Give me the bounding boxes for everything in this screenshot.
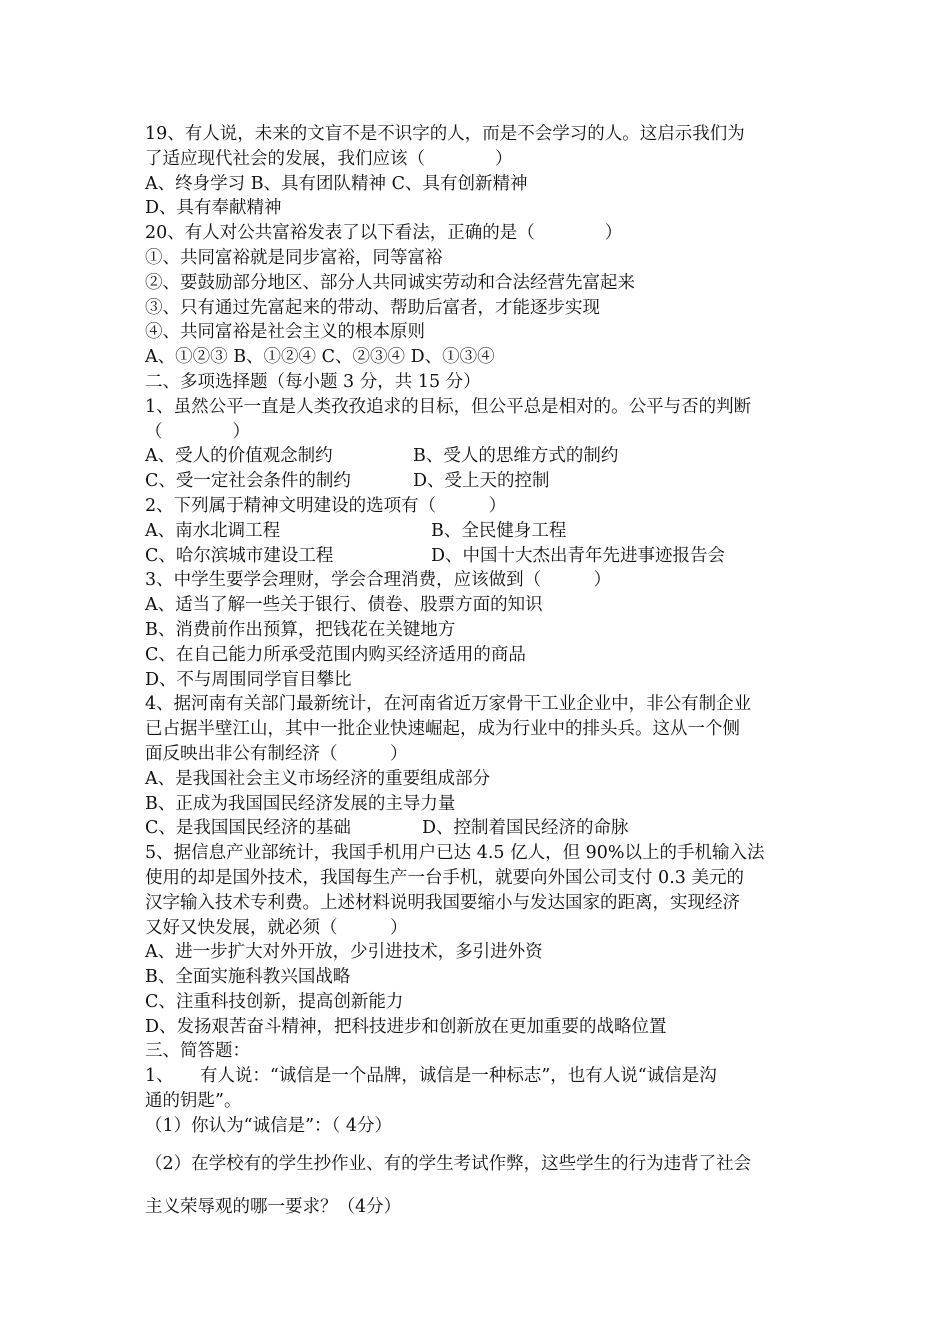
s2-q5-stem-line1: 5、据信息产业部统计，我国手机用户已达 4.5 亿人，但 90%以上的手机输入法 <box>145 843 765 864</box>
s3-q1-sub1: （1）你认为“诚信是”：（ 4分） <box>145 1115 392 1136</box>
s2-q5-stem-line3: 汉字输入技术专利费。上述材料说明我国要缩小与发达国家的距离，实现经济 <box>145 892 740 913</box>
s2-q5-option-a: A、进一步扩大对外开放，少引进技术，多引进外资 <box>145 942 543 963</box>
exam-page <box>145 122 820 1220</box>
s2-q5-option-b: B、全面实施科教兴国战略 <box>145 967 351 988</box>
s2-q2-option-c: C、哈尔滨城市建设工程 <box>145 545 334 566</box>
s2-q4-option-b: B、正成为我国国民经济发展的主导力量 <box>145 793 456 814</box>
q19-options-line1: A、终身学习 B、具有团队精神 C、具有创新精神 <box>145 173 528 194</box>
s2-q4-stem-line1: 4、据河南有关部门最新统计，在河南省近万家骨干工业企业中，非公有制企业 <box>145 694 752 715</box>
s2-q3-option-c: C、在自己能力所承受范围内购买经济适用的商品 <box>145 644 526 665</box>
s2-q1-stem-line2: （ ） <box>145 421 250 442</box>
s2-q1-option-d: D、受上天的控制 <box>413 471 550 492</box>
s2-q2-option-a: A、南水北调工程 <box>145 520 281 541</box>
q19-options-line2: D、具有奉献精神 <box>145 198 282 219</box>
q20-stem: 20、有人对公共富裕发表了以下看法，正确的是（ ） <box>145 223 623 244</box>
s2-q3-option-a: A、适当了解一些关于银行、债卷、股票方面的知识 <box>145 595 543 616</box>
s2-q4-stem-line3: 面反映出非公有制经济（ ） <box>145 743 408 764</box>
s2-q4-stem-line2: 已占据半壁江山，其中一批企业快速崛起，成为行业中的排头兵。这从一个侧 <box>145 719 740 740</box>
s2-q1-stem-line1: 1、虽然公平一直是人类孜孜追求的目标，但公平总是相对的。公平与否的判断 <box>145 396 752 417</box>
s2-q1-options-row1 <box>145 444 820 469</box>
s3-q1-sub2-line2: 主义荣辱观的哪一要求？（4分） <box>145 1197 402 1218</box>
s2-q2-option-b: B、全民健身工程 <box>431 520 567 541</box>
s2-q5-option-d: D、发扬艰苦奋斗精神，把科技进步和创新放在更加重要的战略位置 <box>145 1016 667 1037</box>
s2-q1-option-b: B、受人的思维方式的制约 <box>413 446 619 467</box>
s3-q1-stem-line2: 通的钥匙”。 <box>145 1091 242 1112</box>
s2-q4-option-d: D、控制着国民经济的命脉 <box>422 818 629 839</box>
q20-item-4: ④、共同富裕是社会主义的根本原则 <box>145 322 425 343</box>
q20-item-3: ③、只有通过先富起来的带动、帮助后富者，才能逐步实现 <box>145 297 600 318</box>
s2-q2-options-row2 <box>145 544 820 569</box>
s2-q2-stem: 2、下列属于精神文明建设的选项有（ ） <box>145 495 507 516</box>
q20-item-2: ②、要鼓励部分地区、部分人共同诚实劳动和合法经营先富起来 <box>145 272 635 293</box>
s2-q3-option-b: B、消费前作出预算，把钱花在关键地方 <box>145 619 456 640</box>
s2-q5-stem-line2: 使用的却是国外技术，我国每生产一台手机，就要向外国公司支付 0.3 美元的 <box>145 867 744 888</box>
q20-options: A、①②③ B、①②④ C、②③④ D、①③④ <box>145 347 495 368</box>
s2-q2-options-row1 <box>145 519 820 544</box>
s2-q1-option-c: C、受一定社会条件的制约 <box>145 471 351 492</box>
s2-q4-option-a: A、是我国社会主义市场经济的重要组成部分 <box>145 768 491 789</box>
section3-heading: 三、简答题： <box>145 1041 250 1062</box>
s2-q5-stem-line4: 又好又快发展，就必须（ ） <box>145 917 408 938</box>
q20-item-1: ①、共同富裕就是同步富裕，同等富裕 <box>145 247 443 268</box>
section2-heading: 二、多项选择题（每小题 3 分，共 15 分） <box>145 371 481 392</box>
s2-q2-option-d: D、中国十大杰出青年先进事迹报告会 <box>431 545 726 566</box>
q19-stem-line2: 了适应现代社会的发展，我们应该（ ） <box>145 148 513 169</box>
s2-q4-options-row <box>145 816 820 841</box>
s2-q4-option-c: C、是我国国民经济的基础 <box>145 818 351 839</box>
s2-q5-option-c: C、注重科技创新，提高创新能力 <box>145 991 404 1012</box>
s2-q1-option-a: A、受人的价值观念制约 <box>145 446 333 467</box>
s2-q1-options-row2 <box>145 469 820 494</box>
s2-q3-stem: 3、中学生要学会理财，学会合理消费，应该做到（ ） <box>145 570 612 591</box>
q19-stem-line1: 19、有人说，未来的文盲不是不识字的人，而是不会学习的人。这启示我们为 <box>145 124 745 144</box>
s3-q1-sub2-line1: （2）在学校有的学生抄作业、有的学生考试作弊，这些学生的行为违背了社会 <box>145 1153 752 1174</box>
s2-q3-option-d: D、不与周围同学盲目攀比 <box>145 669 352 690</box>
s3-q1-stem-line1: 1、 有人说：“诚信是一个品牌，诚信是一种标志”，也有人说“诚信是沟 <box>145 1066 717 1087</box>
